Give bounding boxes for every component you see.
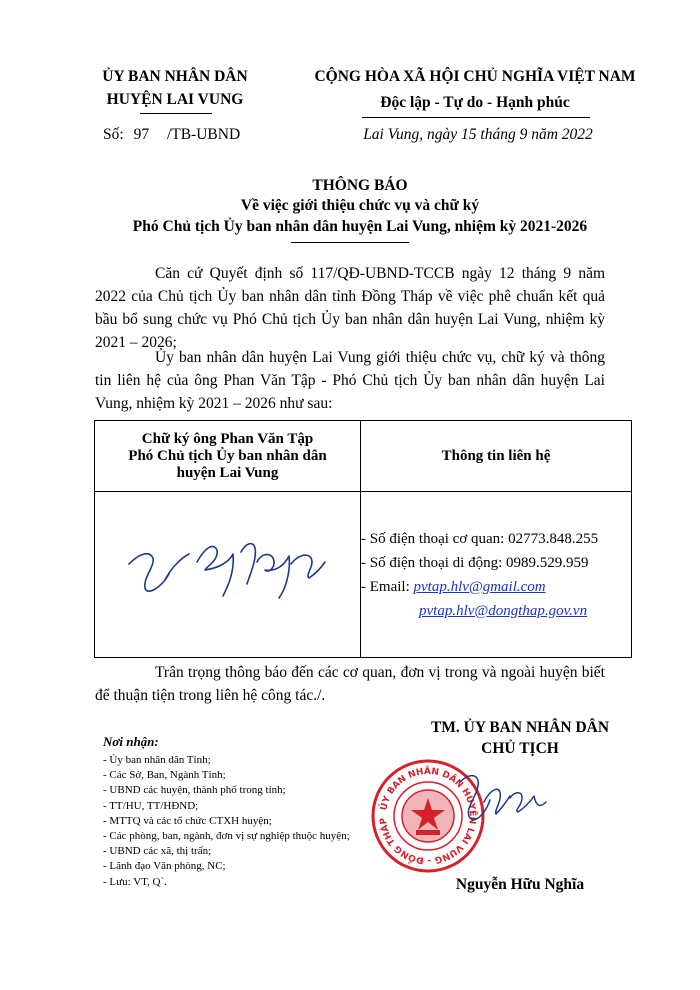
agency-name-line1: ỦY BAN NHÂN DÂN	[102, 68, 248, 85]
svg-text:ỦY BAN NHÂN DÂN HUYỆN LAI VUNG: ỦY BAN NHÂN DÂN HUYỆN LAI VUNG - ĐỒNG THÁP	[378, 766, 478, 866]
paragraph-legal-basis-text: Căn cứ Quyết định số 117/QĐ-UBND-TCCB ngày 12 tháng 9 năm 2022 của Chủ tịch Ủy ban nhân dân tỉnh Đồng Tháp về việc phê chuẩn kết quả bầu bổ sung chức vụ Phó Chủ tịch Ủy ban nhân dân huyện Lai Vung, nhiệm kỳ 2021 – 2026;	[95, 265, 605, 351]
list-item: - Các Sở, Ban, Ngành Tỉnh;	[103, 769, 226, 782]
notice-subtitle-1: Về việc giới thiệu chức vụ và chữ ký	[240, 197, 480, 214]
signature-header-line2: Phó Chủ tịch Ủy ban nhân dân	[128, 447, 327, 464]
signature-column-header	[95, 421, 361, 492]
list-item: - Lưu: VT, Q`.	[103, 875, 167, 888]
signer-name: Nguyễn Hữu Nghĩa	[455, 876, 585, 893]
document-date: Lai Vung, ngày 15 tháng 9 năm 2022	[363, 126, 593, 143]
paragraph-introduction	[95, 346, 605, 415]
handwritten-signature-vice-chairman	[95, 492, 360, 652]
contact-column-header: Thông tin liên hệ	[361, 421, 632, 492]
contact-info-cell	[361, 492, 632, 658]
signature-header-line1: Chữ ký ông Phan Văn Tập	[141, 430, 314, 447]
handwritten-signature-chairman	[440, 762, 570, 842]
signature-contact-table	[94, 420, 632, 658]
email-link-dongthap[interactable]: pvtap.hlv@dongthap.gov.vn	[419, 602, 588, 619]
nation-motto: Độc lập - Tự do - Hạnh phúc	[380, 94, 570, 111]
list-item: - TT/HU, TT/HĐND;	[103, 799, 199, 812]
list-item: - UBND các xã, thị trấn;	[103, 845, 212, 858]
office-phone: - Số điện thoại cơ quan: 02773.848.255	[361, 530, 599, 547]
paragraph-closing-text: Trân trọng thông báo đến các cơ quan, đơn vị trong và ngoài huyện biết để thuận tiện trong liên hệ công tác./.	[95, 664, 605, 704]
email-label: - Email:	[361, 578, 414, 595]
email-row	[361, 575, 631, 599]
list-item: - MTTQ và các tổ chức CTXH huyện;	[103, 814, 272, 827]
email-row-2	[361, 599, 631, 623]
signature-cell	[95, 492, 361, 658]
notice-title: THÔNG BÁO	[312, 177, 408, 194]
doc-number-label: Số:	[103, 126, 124, 143]
paragraph-introduction-text: Ủy ban nhân dân huyện Lai Vung giới thiệu chức vụ, chữ ký và thông tin liên hệ của ông Phan Văn Tập - Phó Chủ tịch Ủy ban nhân dân huyện Lai Vung, nhiệm kỳ 2021 – 2026 như sau:	[95, 349, 605, 412]
agency-name-line2: HUYỆN LAI VUNG	[106, 91, 244, 108]
mobile-phone: - Số điện thoại di động: 0989.529.959	[361, 554, 589, 571]
signing-title: CHỦ TỊCH	[481, 740, 559, 757]
document-number	[103, 126, 240, 144]
nation-name: CỘNG HÒA XÃ HỘI CHỦ NGHĨA VIỆT NAM	[314, 68, 636, 85]
recipients-list	[103, 753, 393, 890]
paragraph-legal-basis	[95, 262, 605, 354]
agency-underline	[140, 113, 212, 114]
notice-subtitle-2: Phó Chủ tịch Ủy ban nhân dân huyện Lai Vung, nhiệm kỳ 2021-2026	[132, 218, 588, 235]
recipients-heading: Nơi nhận:	[103, 734, 159, 749]
list-item: - Ủy ban nhân dân Tỉnh;	[103, 754, 211, 766]
signing-authority: TM. ỦY BAN NHÂN DÂN	[430, 719, 610, 736]
doc-number-suffix: /TB-UBND	[166, 126, 241, 143]
list-item: - UBND các huyện, thành phố trong tỉnh;	[103, 784, 286, 797]
title-underline	[291, 242, 409, 243]
paragraph-closing	[95, 661, 605, 707]
motto-underline	[362, 117, 590, 118]
signature-header-line3: huyện Lai Vung	[176, 464, 279, 481]
list-item: - Lãnh đạo Văn phòng, NC;	[103, 860, 226, 873]
doc-number-value: 97	[133, 126, 150, 143]
list-item: - Các phòng, ban, ngành, đơn vị sự nghiệp thuộc huyện;	[103, 830, 350, 843]
email-link-gmail[interactable]: pvtap.hlv@gmail.com	[413, 578, 546, 595]
